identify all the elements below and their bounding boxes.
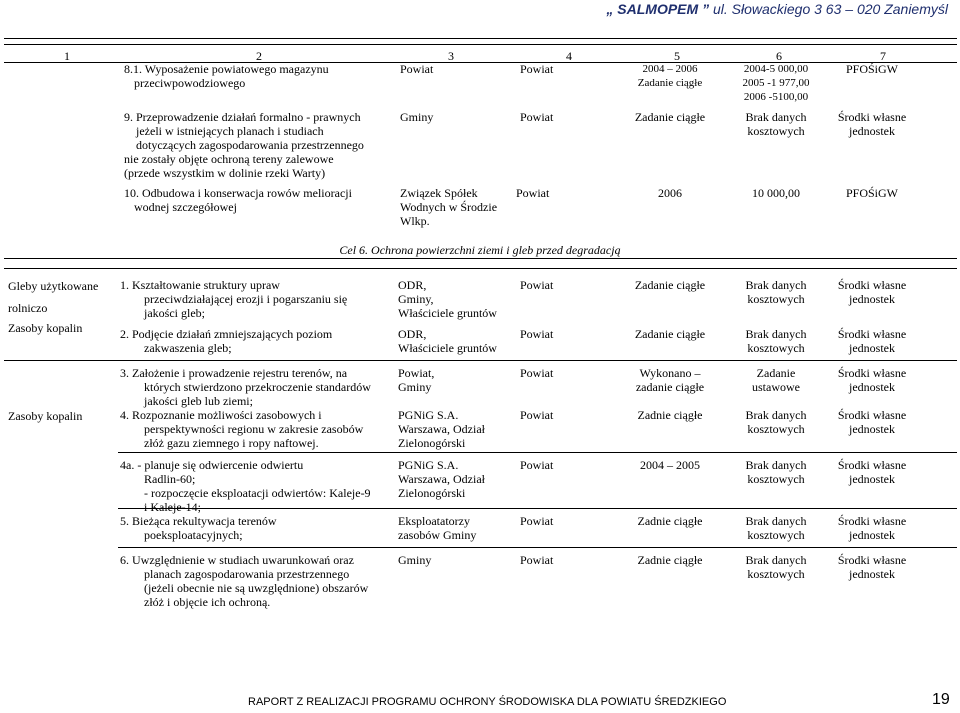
cell-line: zakwaszenia gleb; <box>144 341 232 355</box>
rows-goal-0-cost <box>730 278 822 306</box>
cell-line: Środki własne <box>837 366 907 380</box>
rows-goal-3-unit <box>398 408 516 450</box>
cell-line: PFOŚiGW <box>845 62 898 76</box>
rows-goal-6-unit <box>398 553 516 567</box>
cell-line: Gminy <box>398 553 432 567</box>
cell-line: 2. Podjęcie działań zmniejszających poziom <box>120 327 333 341</box>
table-rule <box>4 268 957 269</box>
rows-goal-4-task <box>120 458 390 514</box>
cell-line: Powiat, <box>398 366 435 380</box>
rows-goal-5-term <box>610 514 730 528</box>
cell-line: PGNiG S.A. <box>398 458 459 472</box>
col-number-7: 7 <box>880 49 886 63</box>
cell-line: Środki własne <box>837 278 907 292</box>
cell-line: złóż i objęcie ich ochroną. <box>144 595 271 609</box>
rows-goal-2-source <box>822 366 922 394</box>
cell-line: Powiat <box>520 327 554 341</box>
cell-line: kosztowych <box>747 567 805 581</box>
rows-goal-0-unit <box>398 278 516 320</box>
rows-goal-3-coord <box>520 408 576 422</box>
company-name: „ SALMOPEM ” <box>606 1 710 17</box>
cell-line: 2006 <box>658 186 682 200</box>
cell-line: dotyczących zagospodarowania przestrzennego <box>136 138 364 152</box>
cell-line: jednostek <box>849 380 895 394</box>
cell-line: 6. Uwzględnienie w studiach uwarunkowań oraz <box>120 553 354 567</box>
rows-goal-2-cost <box>730 366 822 394</box>
cell-line: planach zagospodarowania przestrzennego <box>144 567 350 581</box>
cell-line: jakości gleb; <box>144 306 205 320</box>
cell-line: Zadnie ciągłe <box>637 408 703 422</box>
cell-line: i Kaleje-14; <box>144 500 201 514</box>
rows-goal-6-cost <box>730 553 822 581</box>
cell-line: jeżeli w istniejących planach i studiach <box>136 124 324 138</box>
cell-line: jednostek <box>849 341 895 355</box>
header-rule <box>4 38 957 39</box>
cell-line: Środki własne <box>837 408 907 422</box>
rows-goal-4-source <box>822 458 922 486</box>
cell-line: perspektywności regionu w zakresie zasobów <box>144 422 364 436</box>
cell-line: Powiat <box>520 278 554 292</box>
cell-line: Powiat <box>400 62 434 76</box>
cell-line: Eksploatatorzy <box>398 514 470 528</box>
rows-top-2-unit <box>400 186 518 228</box>
rows-goal-2-term <box>610 366 730 394</box>
rows-goal-1-unit <box>398 327 516 355</box>
row-rule <box>118 452 957 453</box>
rows-goal-6-source <box>822 553 922 581</box>
rows-goal-5-unit <box>398 514 516 542</box>
cell-line: ODR, <box>398 278 427 292</box>
rows-goal-1-term <box>610 327 730 341</box>
cell-line: ustawowe <box>752 380 800 394</box>
cell-line: Środki własne <box>837 110 907 124</box>
rows-goal-0-coord <box>520 278 576 292</box>
rows-goal-0-term <box>610 278 730 292</box>
cell-line: Środki własne <box>837 458 907 472</box>
cell-line: Powiat <box>520 514 554 528</box>
cell-line: 1. Kształtowanie struktury upraw <box>120 278 280 292</box>
rows-top-1-source <box>822 110 922 138</box>
cell-line: Zadanie ciągłe <box>634 327 706 341</box>
rows-goal-5-source <box>822 514 922 542</box>
cell-line: Zadnie ciągłe <box>637 514 703 528</box>
cell-line: 3. Założenie i prowadzenie rejestru terenów, na <box>120 366 348 380</box>
cell-line: Środki własne <box>837 514 907 528</box>
cell-line: 5. Bieżąca rekultywacja terenów <box>120 514 277 528</box>
cell-line: Powiat <box>520 408 554 422</box>
cell-line: kosztowych <box>747 341 805 355</box>
rows-top-0-cost <box>730 62 822 104</box>
cell-line: 2004 – 2005 <box>640 458 700 472</box>
category-minerals: Zasoby kopalin <box>8 321 83 335</box>
cell-line: przeciwpowodziowego <box>134 76 246 90</box>
rows-goal-2-unit <box>398 366 516 394</box>
cell-line: Brak danych <box>745 278 807 292</box>
cell-line: 2004-5 000,00 <box>743 63 809 75</box>
cell-line: Wlkp. <box>400 214 430 228</box>
cell-line: przeciwdziałającej erozji i pogarszaniu się <box>144 292 348 306</box>
cell-line: 2005 -1 977,00 <box>742 77 810 89</box>
cell-line: Powiat <box>520 62 554 76</box>
rows-goal-4-term <box>610 458 730 472</box>
rows-goal-3-term <box>610 408 730 422</box>
cell-line: Zadnie ciągłe <box>637 553 703 567</box>
col-number-1: 1 <box>64 49 70 63</box>
rows-top-0-task <box>124 62 394 90</box>
cell-line: Gminy, <box>398 292 434 306</box>
cell-line: Zadanie <box>756 366 796 380</box>
rows-goal-6-coord <box>520 553 576 567</box>
cell-line: 4. Rozpoznanie możliwości zasobowych i <box>120 408 322 422</box>
rows-goal-4-coord <box>520 458 576 472</box>
cell-line: 2004 – 2006 <box>642 63 698 75</box>
cell-line: Warszawa, Odział <box>398 472 485 486</box>
cell-line: Brak danych <box>745 553 807 567</box>
cell-line: Środki własne <box>837 553 907 567</box>
rows-goal-4-cost <box>730 458 822 486</box>
cell-line: nie zostały objęte ochroną tereny zalewowe <box>124 152 334 166</box>
rows-goal-5-task <box>120 514 390 542</box>
page-number: 19 <box>932 691 950 708</box>
rows-goal-1-task <box>120 327 390 355</box>
cell-line: Zadanie ciągłe <box>634 278 706 292</box>
cell-line: ODR, <box>398 327 427 341</box>
cell-line: Właściciele gruntów <box>398 341 497 355</box>
cell-line: PFOŚiGW <box>845 186 898 200</box>
cell-line: Brak danych <box>745 110 807 124</box>
cell-line: jakości gleb lub ziemi; <box>144 394 253 408</box>
cell-line: Brak danych <box>745 408 807 422</box>
goal-top-rule <box>4 258 957 259</box>
cell-line: Związek Spółek <box>400 186 478 200</box>
rows-top-0-unit <box>400 62 518 76</box>
rows-top-1-coord <box>520 110 576 124</box>
rows-goal-6-term <box>610 553 730 567</box>
category-soils-cont: rolniczo <box>8 301 48 315</box>
section-rule <box>4 360 957 361</box>
cell-line: Powiat <box>520 458 554 472</box>
cell-line: 10 000,00 <box>752 186 800 200</box>
cell-line: (przede wszystkim w dolinie rzeki Warty) <box>124 166 326 180</box>
cell-line: zadanie ciągłe <box>635 380 705 394</box>
col-number-2: 2 <box>256 49 262 63</box>
rows-top-1-unit <box>400 110 518 124</box>
goal-heading: Cel 6. Ochrona powierzchni ziemi i gleb przed degradacją <box>339 243 621 257</box>
cell-line: złóż gazu ziemnego i ropy naftowej. <box>144 436 319 450</box>
rows-top-1-term <box>610 110 730 124</box>
footer-report-title: RAPORT Z REALIZACJI PROGRAMU OCHRONY ŚRODOWISKA DLA POWIATU ŚREDZKIEGO <box>248 696 727 708</box>
rows-goal-3-cost <box>730 408 822 436</box>
table-top-rule <box>4 44 957 45</box>
cell-line: Powiat <box>516 186 550 200</box>
cell-line: jednostek <box>849 472 895 486</box>
col-number-4: 4 <box>566 49 572 63</box>
rows-goal-0-task <box>120 278 390 320</box>
rows-goal-4-unit <box>398 458 516 500</box>
row-rule <box>118 547 957 548</box>
cell-line: 8.1. Wyposażenie powiatowego magazynu <box>124 62 329 76</box>
col-number-3: 3 <box>448 49 454 63</box>
cell-line: Brak danych <box>745 514 807 528</box>
cell-line: jednostek <box>849 528 895 542</box>
rows-goal-3-source <box>822 408 922 436</box>
cell-line: Radlin-60; <box>144 472 196 486</box>
rows-goal-2-coord <box>520 366 576 380</box>
rows-goal-1-coord <box>520 327 576 341</box>
cell-line: kosztowych <box>747 472 805 486</box>
cell-line: (jeżeli obecnie nie są uwzględnione) obszarów <box>144 581 369 595</box>
rows-top-0-term <box>610 62 730 90</box>
rows-top-0-coord <box>520 62 576 76</box>
rows-top-1-cost <box>730 110 822 138</box>
category-minerals-2: Zasoby kopalin <box>8 409 83 423</box>
cell-line: jednostek <box>849 292 895 306</box>
rows-goal-5-cost <box>730 514 822 542</box>
cell-line: Brak danych <box>745 327 807 341</box>
rows-goal-6-task <box>120 553 390 609</box>
rows-goal-1-cost <box>730 327 822 355</box>
cell-line: Zielonogórski <box>398 436 466 450</box>
cell-line: 10. Odbudowa i konserwacja rowów melioracji <box>124 186 352 200</box>
cell-line: Zadanie ciągłe <box>634 110 706 124</box>
col-number-6: 6 <box>776 49 782 63</box>
rows-goal-3-task <box>120 408 390 450</box>
cell-line: których stwierdzono przekroczenie standardów <box>144 380 371 394</box>
cell-line: Zielonogórski <box>398 486 466 500</box>
cell-line: 9. Przeprowadzenie działań formalno - prawnych <box>124 110 361 124</box>
cell-line: poeksploatacyjnych; <box>144 528 243 542</box>
cell-line: kosztowych <box>747 422 805 436</box>
cell-line: Właściciele gruntów <box>398 306 497 320</box>
row-rule <box>118 508 957 509</box>
cell-line: Wykonano – <box>639 366 701 380</box>
cell-line: Zadanie ciągłe <box>637 77 703 89</box>
cell-line: jednostek <box>849 124 895 138</box>
page-header <box>606 2 948 16</box>
cell-line: zasobów Gminy <box>398 528 477 542</box>
cell-line: Brak danych <box>745 458 807 472</box>
cell-line: jednostek <box>849 567 895 581</box>
rows-goal-0-source <box>822 278 922 306</box>
rows-top-2-coord <box>516 186 572 200</box>
cell-line: PGNiG S.A. <box>398 408 459 422</box>
rows-goal-5-coord <box>520 514 576 528</box>
cell-line: jednostek <box>849 422 895 436</box>
cell-line: Wodnych w Środzie <box>400 200 498 214</box>
cell-line: Powiat <box>520 110 554 124</box>
cell-line: Warszawa, Odział <box>398 422 485 436</box>
cell-line: Powiat <box>520 553 554 567</box>
col-number-5: 5 <box>674 49 680 63</box>
rows-top-1-task <box>124 110 394 180</box>
rows-goal-1-source <box>822 327 922 355</box>
cell-line: 2006 -5100,00 <box>743 91 809 103</box>
rows-goal-2-task <box>120 366 390 408</box>
category-soils: Gleby użytkowane <box>8 279 99 293</box>
rows-top-2-source <box>822 186 922 200</box>
cell-line: Gminy <box>398 380 432 394</box>
cell-line: - rozpoczęcie eksploatacji odwiertów: Kaleje-9 <box>144 486 371 500</box>
rows-top-2-task <box>124 186 394 214</box>
rows-top-2-cost <box>730 186 822 200</box>
rows-top-0-source <box>822 62 922 76</box>
cell-line: Gminy <box>400 110 434 124</box>
rows-top-2-term <box>610 186 730 200</box>
cell-line: kosztowych <box>747 528 805 542</box>
cell-line: wodnej szczegółowej <box>134 200 237 214</box>
cell-line: 4a. - planuje się odwiercenie odwiertu <box>120 458 304 472</box>
cell-line: Środki własne <box>837 327 907 341</box>
cell-line: kosztowych <box>747 124 805 138</box>
company-address: ul. Słowackiego 3 63 – 020 Zaniemyśl <box>709 1 948 17</box>
cell-line: Powiat <box>520 366 554 380</box>
cell-line: kosztowych <box>747 292 805 306</box>
